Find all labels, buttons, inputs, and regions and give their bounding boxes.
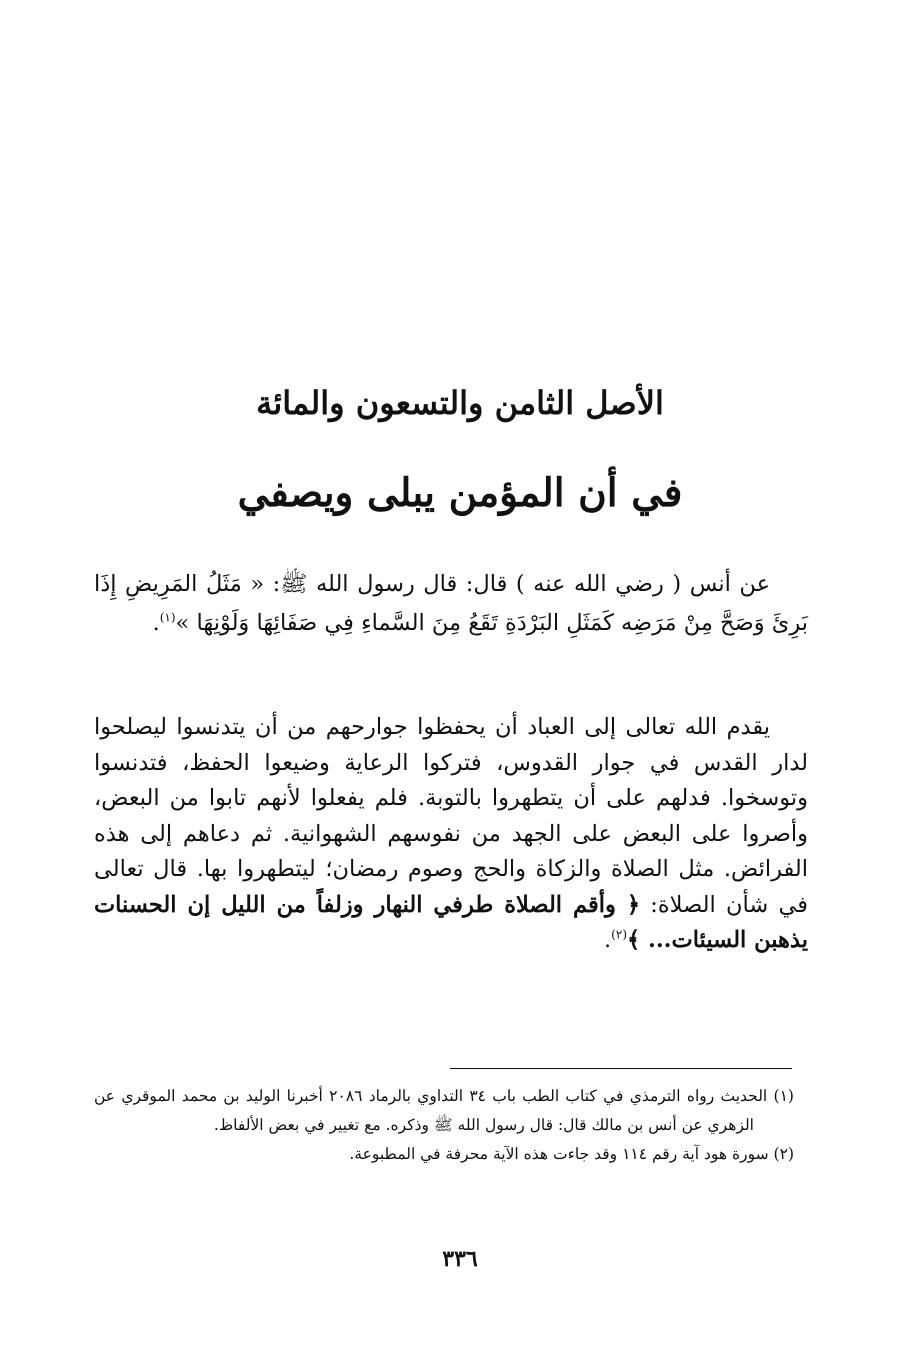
hadith-paragraph [94, 565, 808, 643]
chapter-title: الأصل الثامن والتسعون والمائة [256, 384, 664, 422]
quran-verse: ﴿ وأقم الصلاة طرفي النهار وزلفاً من الليل إن الحسنات يذهبن السيئات... ﴾ [94, 891, 808, 953]
commentary-text: يقدم الله تعالى إلى العباد أن يحفظوا جوارحهم من أن يتدنسوا ليصلحوا لدار القدس في جوار القدوس، فتركوا الرعاية وضيعوا الحفظ، فتدنسوا وتوسخوا. فدلهم على أن يتطهروا بالتوبة. فلم يفعلوا لأنهم تابوا من البعض، وأصروا على البعض على الجهد من نفوسهم الشهوانية. ثم دعاهم إلى هذه الفرائض. مثل الصلاة والزكاة والحج وصوم رمضان؛ ليتطهروا بها. قال تعالى في شأن الصلاة: [94, 714, 808, 918]
footnote-ref-1: (١) [159, 610, 176, 625]
footnote-marker: (٢) [773, 1145, 794, 1163]
footnotes [94, 1082, 794, 1169]
footnote-text: سورة هود آية رقم ١١٤ وقد جاءت هذه الآية محرفة في المطبوعة. [349, 1145, 769, 1163]
hadith-end: . [152, 610, 160, 636]
page-number: ٣٣٦ [442, 1246, 478, 1272]
footnote-ref-2: (٢) [611, 927, 627, 942]
footnote-text: الحديث رواه الترمذي في كتاب الطب باب ٣٤ التداوي بالرماد ٢٠٨٦ أخبرنا الوليد بن محمد الموقري عن الزهري عن أنس بن مالك قال: قال رسول الله ﷺ وذكره. مع تغيير في بعض الألفاظ. [94, 1087, 768, 1134]
hadith-text: عن أنس ( رضي الله عنه ) قال: قال رسول الله ﷺ: « مَثَلُ المَرِيضِ إِذَا بَرِئَ وَصَحَّ مِنْ مَرَضِه كَمَثَلِ البَرْدَةِ تَقَعُ مِنَ السَّماءِ فِي صَفَائِهَا وَلَوْنِهَا » [94, 571, 808, 636]
commentary-end: . [604, 927, 612, 953]
footnote-1 [94, 1082, 794, 1140]
footnote-divider [450, 1068, 792, 1069]
footnote-marker: (١) [773, 1087, 794, 1105]
commentary-paragraph [94, 710, 808, 959]
footnote-2 [94, 1140, 794, 1169]
chapter-subtitle: في أن المؤمن يبلى ويصفي [237, 470, 683, 516]
